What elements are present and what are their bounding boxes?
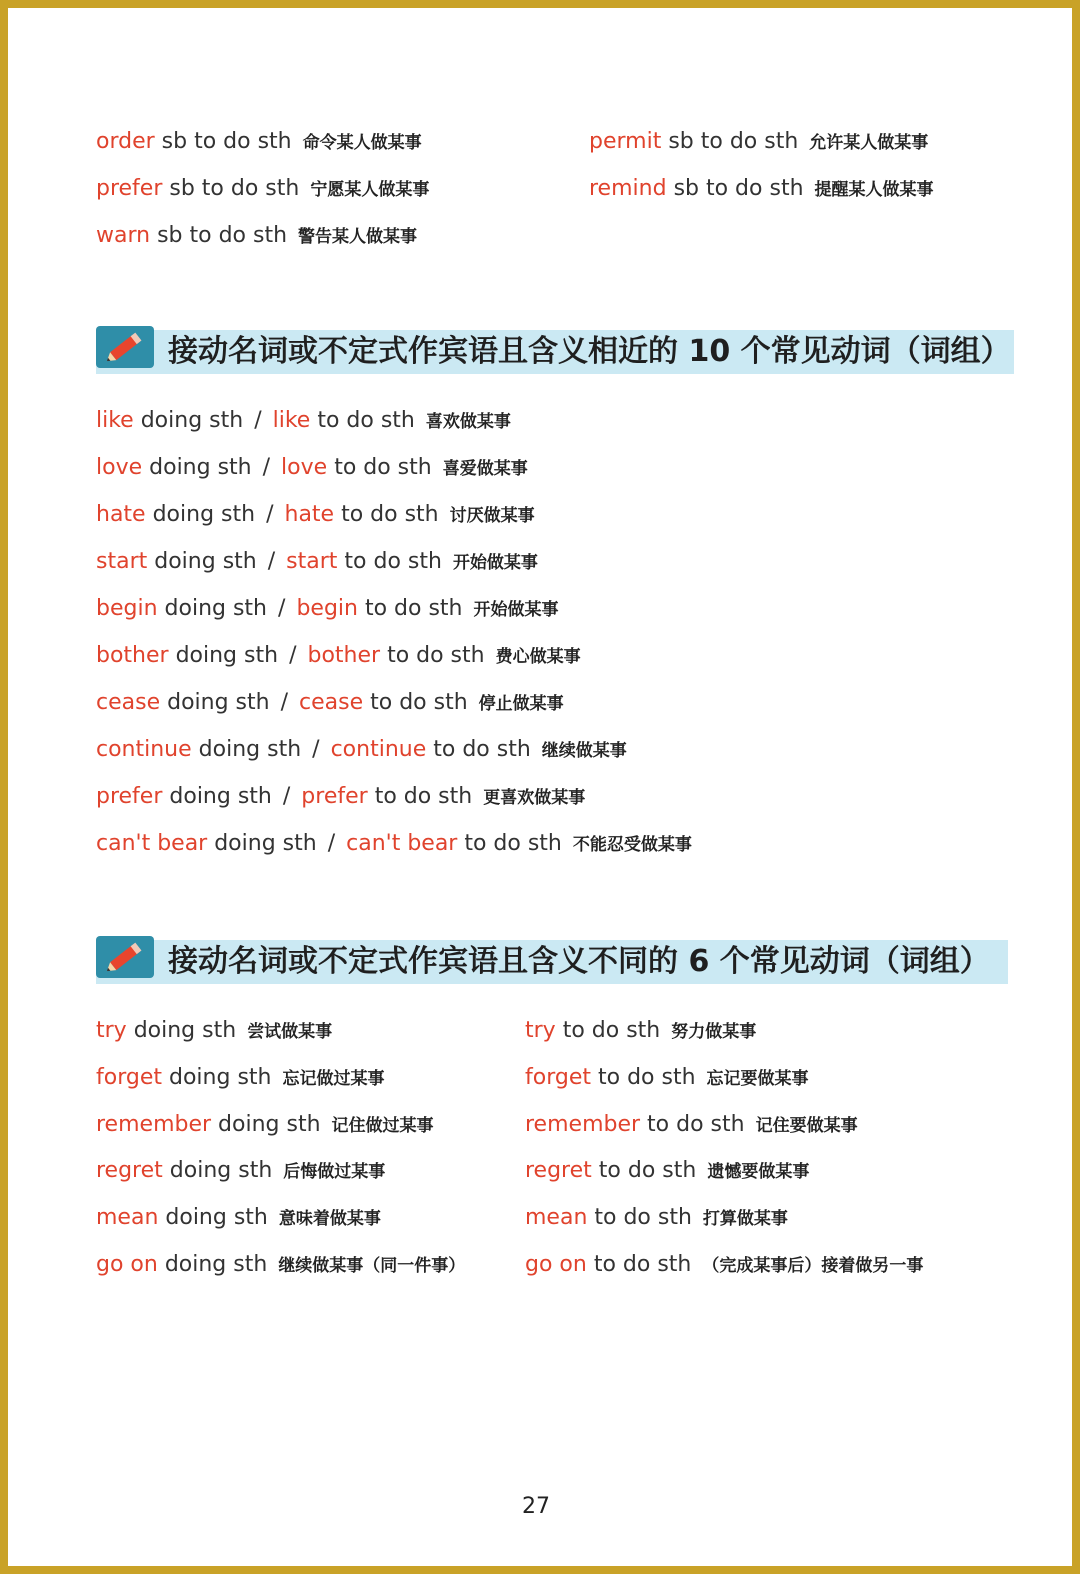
separator: / bbox=[262, 455, 271, 480]
verb-keyword: prefer bbox=[96, 176, 163, 201]
separator: / bbox=[278, 596, 286, 621]
meaning-text: 警告某人做某事 bbox=[298, 227, 418, 247]
list-item bbox=[96, 1250, 465, 1281]
verb-pattern: doing sth bbox=[165, 1205, 268, 1230]
list-item bbox=[96, 500, 535, 531]
verb-keyword: start bbox=[286, 549, 338, 574]
list-item bbox=[96, 453, 528, 484]
meaning-text: 继续做某事 bbox=[541, 741, 627, 761]
verb-keyword: remind bbox=[589, 176, 667, 201]
list-item bbox=[525, 1203, 788, 1234]
section-title: 接动名词或不定式作宾语且含义相近的 10 个常见动词（词组） bbox=[168, 334, 1011, 369]
meaning-text: （完成某事后）接着做另一事 bbox=[702, 1256, 924, 1276]
meaning-text: 命令某人做某事 bbox=[302, 133, 422, 153]
verb-pattern: to do sth bbox=[598, 1158, 697, 1183]
meaning-text: 费心做某事 bbox=[495, 647, 581, 667]
verb-keyword: cease bbox=[96, 690, 161, 715]
verb-pattern: sb to do sth bbox=[668, 129, 799, 154]
list-item bbox=[96, 406, 511, 437]
separator: / bbox=[289, 643, 297, 668]
section-header-similar bbox=[96, 330, 1014, 374]
verb-keyword: hate bbox=[284, 502, 335, 527]
separator: / bbox=[267, 549, 276, 574]
verb-keyword: forget bbox=[96, 1065, 162, 1090]
verb-keyword: hate bbox=[96, 502, 146, 527]
verb-keyword: cease bbox=[299, 690, 364, 715]
gerund-pattern: doing sth bbox=[175, 643, 279, 668]
meaning-text: 允许某人做某事 bbox=[809, 133, 929, 153]
gerund-pattern: doing sth bbox=[154, 549, 257, 574]
verb-keyword: prefer bbox=[96, 784, 163, 809]
verb-pattern: to do sth bbox=[598, 1065, 696, 1090]
separator: / bbox=[266, 502, 274, 527]
list-item bbox=[525, 1110, 858, 1141]
meaning-text: 记住要做某事 bbox=[755, 1116, 858, 1136]
verb-keyword: love bbox=[96, 455, 143, 480]
verb-keyword: regret bbox=[96, 1158, 163, 1183]
gerund-pattern: doing sth bbox=[169, 784, 272, 809]
list-item bbox=[525, 1250, 923, 1281]
meaning-text: 打算做某事 bbox=[702, 1209, 788, 1229]
meaning-text: 后悔做过某事 bbox=[283, 1162, 386, 1182]
verb-pattern: doing sth bbox=[218, 1112, 321, 1137]
separator: / bbox=[254, 408, 262, 433]
meaning-text: 继续做某事（同一件事） bbox=[278, 1256, 466, 1276]
list-item bbox=[96, 782, 585, 813]
list-item bbox=[96, 1203, 381, 1234]
meaning-text: 喜爱做某事 bbox=[442, 459, 528, 479]
list-item bbox=[96, 547, 538, 578]
verb-pattern: doing sth bbox=[164, 1252, 268, 1277]
verb-keyword: try bbox=[525, 1018, 556, 1043]
list-item bbox=[96, 594, 559, 625]
meaning-text: 更喜欢做某事 bbox=[483, 788, 586, 808]
verb-keyword: warn bbox=[96, 223, 151, 248]
meaning-text: 宁愿某人做某事 bbox=[310, 180, 430, 200]
separator: / bbox=[327, 831, 336, 856]
verb-pattern: to do sth bbox=[593, 1252, 692, 1277]
separator: / bbox=[282, 784, 291, 809]
list-item bbox=[525, 1016, 756, 1047]
verb-keyword: permit bbox=[589, 129, 662, 154]
verb-keyword: begin bbox=[296, 596, 358, 621]
list-item bbox=[96, 221, 417, 252]
list-item bbox=[96, 127, 422, 158]
list-item bbox=[96, 1110, 434, 1141]
section-title: 接动名词或不定式作宾语且含义不同的 6 个常见动词（词组） bbox=[168, 944, 990, 979]
list-item bbox=[96, 174, 429, 205]
infinitive-pattern: to do sth bbox=[374, 784, 473, 809]
verb-keyword: begin bbox=[96, 596, 158, 621]
meaning-text: 忘记做过某事 bbox=[282, 1069, 385, 1089]
verb-keyword: bother bbox=[307, 643, 381, 668]
list-item bbox=[589, 127, 928, 158]
verb-keyword: love bbox=[281, 455, 328, 480]
separator: / bbox=[280, 690, 289, 715]
verb-keyword: prefer bbox=[301, 784, 368, 809]
verb-pattern: sb to do sth bbox=[161, 129, 292, 154]
meaning-text: 喜欢做某事 bbox=[425, 412, 511, 432]
infinitive-pattern: to do sth bbox=[464, 831, 562, 856]
meaning-text: 忘记要做某事 bbox=[706, 1069, 809, 1089]
gerund-pattern: doing sth bbox=[167, 690, 270, 715]
list-item bbox=[96, 1016, 332, 1047]
separator: / bbox=[312, 737, 320, 762]
verb-keyword: like bbox=[96, 408, 134, 433]
verb-pattern: sb to do sth bbox=[673, 176, 804, 201]
verb-keyword: bother bbox=[96, 643, 169, 668]
verb-keyword: forget bbox=[525, 1065, 591, 1090]
meaning-text: 尝试做某事 bbox=[247, 1022, 333, 1042]
list-item bbox=[96, 829, 692, 860]
infinitive-pattern: to do sth bbox=[370, 690, 468, 715]
pencil-icon bbox=[96, 326, 154, 368]
verb-keyword: go on bbox=[525, 1252, 587, 1277]
verb-keyword: try bbox=[96, 1018, 127, 1043]
verb-keyword: continue bbox=[330, 737, 427, 762]
verb-keyword: like bbox=[272, 408, 311, 433]
meaning-text: 讨厌做某事 bbox=[449, 506, 535, 526]
verb-pattern: to do sth bbox=[594, 1205, 692, 1230]
infinitive-pattern: to do sth bbox=[344, 549, 442, 574]
infinitive-pattern: to do sth bbox=[364, 596, 463, 621]
meaning-text: 开始做某事 bbox=[473, 600, 559, 620]
gerund-pattern: doing sth bbox=[149, 455, 252, 480]
gerund-pattern: doing sth bbox=[164, 596, 268, 621]
verb-keyword: mean bbox=[96, 1205, 159, 1230]
pencil-icon bbox=[96, 936, 154, 978]
meaning-text: 遗憾要做某事 bbox=[707, 1162, 810, 1182]
gerund-pattern: doing sth bbox=[214, 831, 317, 856]
verb-pattern: to do sth bbox=[562, 1018, 661, 1043]
meaning-text: 不能忍受做某事 bbox=[572, 835, 692, 855]
verb-pattern: doing sth bbox=[169, 1158, 273, 1183]
infinitive-pattern: to do sth bbox=[433, 737, 531, 762]
verb-pattern: sb to do sth bbox=[169, 176, 300, 201]
verb-keyword: start bbox=[96, 549, 148, 574]
meaning-text: 意味着做某事 bbox=[278, 1209, 381, 1229]
list-item bbox=[96, 1156, 385, 1187]
verb-pattern: doing sth bbox=[169, 1065, 272, 1090]
infinitive-pattern: to do sth bbox=[387, 643, 485, 668]
list-item bbox=[525, 1063, 809, 1094]
list-item bbox=[96, 1063, 384, 1094]
meaning-text: 记住做过某事 bbox=[331, 1116, 434, 1136]
meaning-text: 停止做某事 bbox=[478, 694, 564, 714]
infinitive-pattern: to do sth bbox=[341, 502, 439, 527]
verb-keyword: remember bbox=[96, 1112, 212, 1137]
meaning-text: 开始做某事 bbox=[452, 553, 538, 573]
gerund-pattern: doing sth bbox=[152, 502, 256, 527]
list-item bbox=[96, 688, 564, 719]
meaning-text: 提醒某人做某事 bbox=[814, 180, 934, 200]
verb-pattern: doing sth bbox=[133, 1018, 237, 1043]
verb-keyword: order bbox=[96, 129, 155, 154]
verb-keyword: mean bbox=[525, 1205, 588, 1230]
page-number: 27 bbox=[522, 1494, 550, 1519]
verb-keyword: can't bear bbox=[346, 831, 458, 856]
infinitive-pattern: to do sth bbox=[334, 455, 432, 480]
verb-keyword: remember bbox=[525, 1112, 641, 1137]
section-header-different bbox=[96, 940, 1008, 984]
verb-keyword: go on bbox=[96, 1252, 158, 1277]
list-item bbox=[96, 735, 627, 766]
list-item bbox=[96, 641, 581, 672]
meaning-text: 努力做某事 bbox=[671, 1022, 757, 1042]
verb-keyword: regret bbox=[525, 1158, 592, 1183]
infinitive-pattern: to do sth bbox=[317, 408, 415, 433]
verb-keyword: can't bear bbox=[96, 831, 208, 856]
verb-keyword: continue bbox=[96, 737, 192, 762]
verb-pattern: sb to do sth bbox=[157, 223, 288, 248]
gerund-pattern: doing sth bbox=[198, 737, 302, 762]
list-item bbox=[525, 1156, 809, 1187]
verb-pattern: to do sth bbox=[647, 1112, 745, 1137]
list-item bbox=[589, 174, 934, 205]
gerund-pattern: doing sth bbox=[140, 408, 244, 433]
